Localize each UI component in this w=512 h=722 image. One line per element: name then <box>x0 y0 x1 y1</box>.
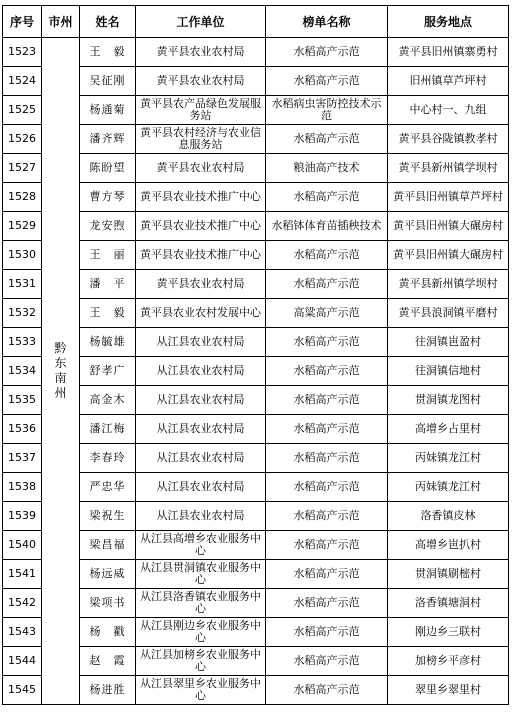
cell-unit: 从江县高增乡农业服务中心 <box>136 531 266 560</box>
cell-seq: 1543 <box>3 618 42 647</box>
cell-seq: 1534 <box>3 357 42 386</box>
cell-location: 高增乡占里村 <box>388 415 509 444</box>
cell-list: 水稻高产示范 <box>266 386 388 415</box>
cell-seq: 1523 <box>3 38 42 67</box>
header-list: 榜单名称 <box>266 6 388 38</box>
cell-seq: 1535 <box>3 386 42 415</box>
cell-location: 丙妹镇龙江村 <box>388 444 509 473</box>
cell-list: 水稻高产示范 <box>266 560 388 589</box>
header-city: 市州 <box>42 6 80 38</box>
cell-name: 王 丽 <box>80 241 136 270</box>
cell-name: 梁祝生 <box>80 502 136 531</box>
cell-name: 王 毅 <box>80 38 136 67</box>
cell-unit: 从江县洛香镇农业服务中心 <box>136 589 266 618</box>
cell-name: 杨远威 <box>80 560 136 589</box>
header-unit: 工作单位 <box>136 6 266 38</box>
cell-list: 水稻高产示范 <box>266 415 388 444</box>
table-body <box>3 6 509 705</box>
cell-list: 水稻高产示范 <box>266 647 388 676</box>
cell-location: 加榜乡平彦村 <box>388 647 509 676</box>
cell-seq: 1533 <box>3 328 42 357</box>
cell-unit: 黄平县农业农村局 <box>136 270 266 299</box>
cell-name: 潘 平 <box>80 270 136 299</box>
cell-location: 往洞镇信地村 <box>388 357 509 386</box>
cell-name: 吴征刚 <box>80 67 136 96</box>
cell-seq: 1528 <box>3 183 42 212</box>
cell-unit: 从江县农业农村局 <box>136 415 266 444</box>
cell-list: 水稻高产示范 <box>266 444 388 473</box>
header-row <box>3 6 509 38</box>
cell-seq: 1538 <box>3 473 42 502</box>
cell-name: 王 毅 <box>80 299 136 328</box>
cell-list: 水稻高产示范 <box>266 328 388 357</box>
cell-seq: 1537 <box>3 444 42 473</box>
cell-seq: 1541 <box>3 560 42 589</box>
cell-name: 杨 戳 <box>80 618 136 647</box>
cell-seq: 1527 <box>3 154 42 183</box>
cell-seq: 1531 <box>3 270 42 299</box>
cell-unit: 从江县农业农村局 <box>136 444 266 473</box>
cell-unit: 从江县加榜乡农业服务中心 <box>136 647 266 676</box>
cell-list: 水稻高产示范 <box>266 502 388 531</box>
cell-location: 高增乡岜扒村 <box>388 531 509 560</box>
cell-list: 水稻高产示范 <box>266 241 388 270</box>
cell-name: 赵 霞 <box>80 647 136 676</box>
cell-location: 黄平县新州镇学坝村 <box>388 154 509 183</box>
cell-seq: 1532 <box>3 299 42 328</box>
cell-seq: 1544 <box>3 647 42 676</box>
cell-unit: 黄平县农业农村发展中心 <box>136 299 266 328</box>
cell-location: 黄平县旧州镇大碾房村 <box>388 241 509 270</box>
cell-list: 水稻高产示范 <box>266 589 388 618</box>
cell-unit: 从江县贯洞镇农业服务中心 <box>136 560 266 589</box>
cell-location: 往洞镇岜盈村 <box>388 328 509 357</box>
cell-name: 舒孝广 <box>80 357 136 386</box>
cell-list: 水稻高产示范 <box>266 125 388 154</box>
cell-list: 水稻高产示范 <box>266 357 388 386</box>
cell-location: 黄平县旧州镇寨勇村 <box>388 38 509 67</box>
cell-location: 黄平县旧州镇草芦坪村 <box>388 183 509 212</box>
cell-name: 高金木 <box>80 386 136 415</box>
cell-unit: 黄平县农业农村局 <box>136 67 266 96</box>
city-label: 黔东南州 <box>54 341 67 400</box>
cell-seq: 1536 <box>3 415 42 444</box>
cell-seq: 1540 <box>3 531 42 560</box>
cell-name: 龙安煦 <box>80 212 136 241</box>
cell-name: 杨进胜 <box>80 676 136 705</box>
cell-name: 曹方琴 <box>80 183 136 212</box>
cell-name: 潘江梅 <box>80 415 136 444</box>
header-location: 服务地点 <box>388 6 509 38</box>
roster-table <box>2 5 509 705</box>
cell-list: 水稻高产示范 <box>266 270 388 299</box>
cell-unit: 从江县刚边乡农业服务中心 <box>136 618 266 647</box>
cell-unit: 黄平县农业技术推广中心 <box>136 241 266 270</box>
cell-name: 杨通菊 <box>80 96 136 125</box>
cell-unit: 黄平县农产品绿色发展服务站 <box>136 96 266 125</box>
cell-location: 翠里乡翠里村 <box>388 676 509 705</box>
cell-name: 梁项书 <box>80 589 136 618</box>
cell-list: 水稻高产示范 <box>266 473 388 502</box>
cell-location: 黄平县谷陇镇教孝村 <box>388 125 509 154</box>
cell-name: 陈盼望 <box>80 154 136 183</box>
cell-unit: 从江县农业农村局 <box>136 357 266 386</box>
cell-list: 水稻高产示范 <box>266 618 388 647</box>
cell-list: 水稻高产示范 <box>266 183 388 212</box>
cell-unit: 从江县农业农村局 <box>136 502 266 531</box>
cell-list: 水稻高产示范 <box>266 38 388 67</box>
cell-location: 刚边乡三联村 <box>388 618 509 647</box>
cell-location: 黄平县旧州镇大碾房村 <box>388 212 509 241</box>
cell-location: 洛香镇皮林 <box>388 502 509 531</box>
cell-list: 水稻高产示范 <box>266 67 388 96</box>
cell-list: 高粱高产示范 <box>266 299 388 328</box>
cell-location: 贯洞镇龙图村 <box>388 386 509 415</box>
cell-location: 黄平县新州镇学坝村 <box>388 270 509 299</box>
cell-list: 水稻高产示范 <box>266 531 388 560</box>
cell-unit: 黄平县农业技术推广中心 <box>136 212 266 241</box>
cell-seq: 1530 <box>3 241 42 270</box>
header-seq: 序号 <box>3 6 42 38</box>
cell-location: 洛香镇塘洞村 <box>388 589 509 618</box>
header-name: 姓名 <box>80 6 136 38</box>
cell-location: 中心村一、九组 <box>388 96 509 125</box>
cell-name: 严忠华 <box>80 473 136 502</box>
cell-city <box>42 38 80 705</box>
cell-unit: 黄平县农业技术推广中心 <box>136 183 266 212</box>
cell-seq: 1539 <box>3 502 42 531</box>
cell-location: 贯洞镇刷樒村 <box>388 560 509 589</box>
cell-list: 水稻病虫害防控技术示范 <box>266 96 388 125</box>
cell-seq: 1529 <box>3 212 42 241</box>
cell-seq: 1542 <box>3 589 42 618</box>
cell-unit: 从江县翠里乡农业服务中心 <box>136 676 266 705</box>
cell-seq: 1524 <box>3 67 42 96</box>
cell-unit: 从江县农业农村局 <box>136 386 266 415</box>
cell-unit: 黄平县农业农村局 <box>136 38 266 67</box>
cell-unit: 从江县农业农村局 <box>136 473 266 502</box>
table-row <box>3 38 509 67</box>
cell-seq: 1525 <box>3 96 42 125</box>
cell-unit: 黄平县农村经济与农业信息服务站 <box>136 125 266 154</box>
cell-list: 水稻钵体育苗插秧技术 <box>266 212 388 241</box>
cell-seq: 1545 <box>3 676 42 705</box>
cell-unit: 黄平县农业农村局 <box>136 154 266 183</box>
cell-location: 黄平县浪洞镇平磨村 <box>388 299 509 328</box>
cell-location: 丙妹镇龙江村 <box>388 473 509 502</box>
cell-name: 潘齐辉 <box>80 125 136 154</box>
cell-name: 杨毓雄 <box>80 328 136 357</box>
cell-location: 旧州镇草芦坪村 <box>388 67 509 96</box>
cell-seq: 1526 <box>3 125 42 154</box>
cell-list: 水稻高产示范 <box>266 676 388 705</box>
cell-unit: 从江县农业农村局 <box>136 328 266 357</box>
cell-list: 粮油高产技术 <box>266 154 388 183</box>
cell-name: 梁昌福 <box>80 531 136 560</box>
cell-name: 李春玲 <box>80 444 136 473</box>
